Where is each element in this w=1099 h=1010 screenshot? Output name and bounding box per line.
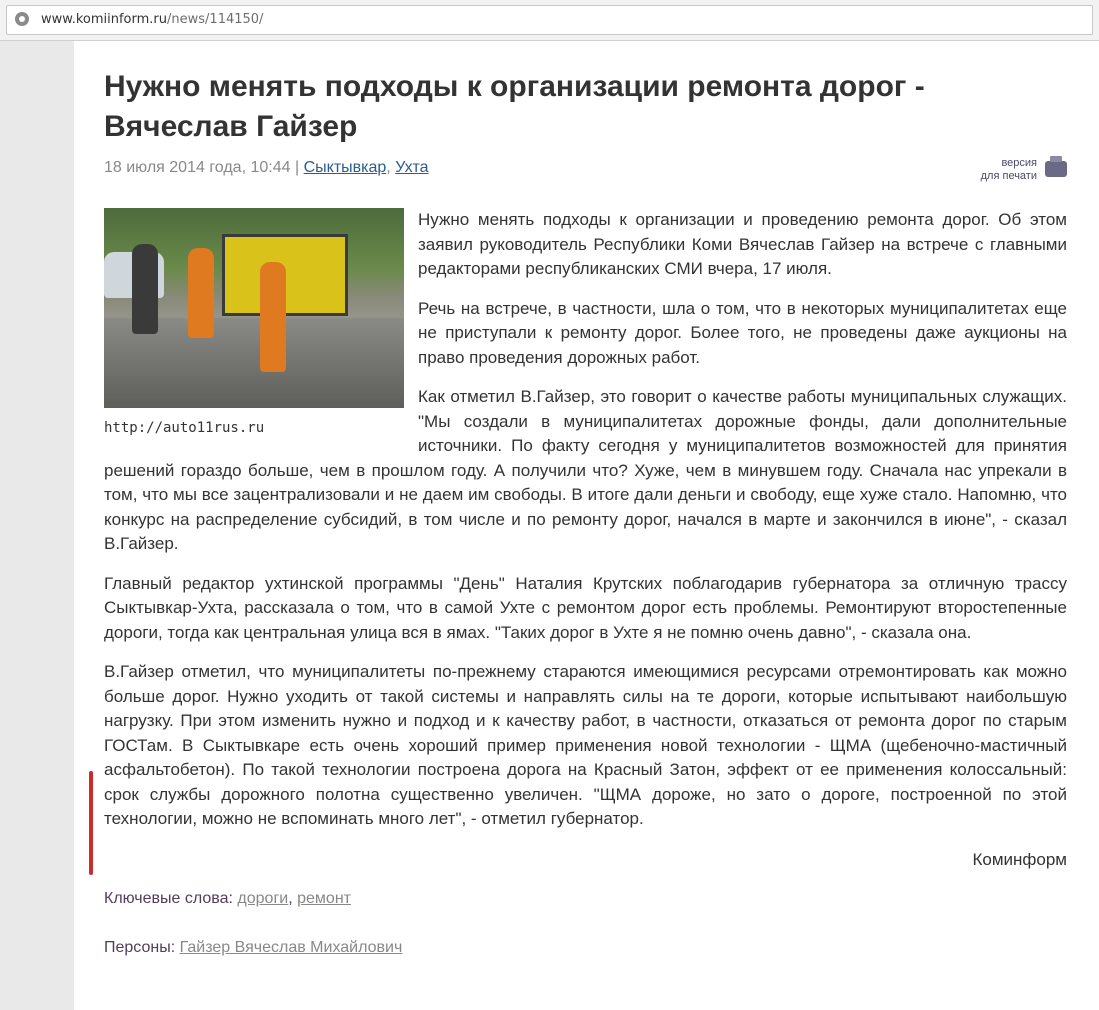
keywords-row: Ключевые слова: дороги, ремонт [104,889,351,907]
article-date: 18 июля 2014 года, 10:44 [104,159,291,176]
photo-caption: http://auto11rus.ru [104,420,265,436]
road-repair-photo [104,208,404,408]
url-field[interactable] [6,5,1093,35]
persons-row [104,939,1067,957]
url-host: www.komiinform.ru [41,12,168,27]
keywords-label: Ключевые слова: [104,889,233,907]
article-paragraph: В.Гайзер отметил, что муниципалитеты по-прежнему стараются имеющимися ресурсами отремонтировать как можно больше дорог. Нужно уходить от такой системы и направлять силы на те дороги, которые испытывают наибольшую нагрузку. При этом изменить нужно и подход и к качеству работ, в частности, отказаться от ремонта дорог по старым ГОСТам. В Сыктывкаре есть очень хороший пример применения новой технологии - ЩМА (щебеночно-мастичный асфальтобетон). По такой технологии построена дорога на Красный Затон, эффект от ее применения колоссальный: срок службы дорожного полотна существенно увеличен. "ЩМА дороже, но зато о дороге, построенной по этой технологии, можно не вспоминать много лет", - отметил губернатор. [104,662,1067,828]
highlight-mark [89,771,93,875]
url-text [41,12,263,27]
article-body [104,208,1067,957]
site-info-icon[interactable] [15,12,29,26]
location-link-ukhta[interactable]: Ухта [395,159,429,176]
article-paragraph: Нужно менять подходы к организации и проведению ремонта дорог. Об этом заявил руководитель Республики Коми Вячеслав Гайзер на встрече с главными редакторами республиканских СМИ вчера, 17 июля. [418,210,1067,278]
person-link-gaizer[interactable]: Гайзер Вячеслав Михайлович [179,938,403,956]
article-page [74,41,1099,1010]
article-paragraph: Как отметил В.Гайзер, это говорит о качестве работы муниципальных служащих. "Мы создали в муниципалитетах дорожные фонды, дали дополнительные источники. По факту сегодня у муниципалитетов возможностей для принятия решений гораздо больше, чем в прошлом году. А получили что? Хуже, чем в минувшем году. Сначала нас упрекали в том, что мы все зацентрализовали и не даем им свободы. В итоге дали деньги и свободу, еще хуже стало. Напомню, что конкурс на распределение субсидий, в том числе и по ремонту дорог, начался в марте и закончился в июне", - сказал В.Гайзер. [104,387,1067,553]
article-paragraph: Главный редактор ухтинской программы "День" Наталия Крутских поблагодарив губернатора за отличную трассу Сыктывкар-Ухта, рассказала о том, что в самой Ухте с ремонтом дорог есть проблемы. Ремонтируют второстепенные дороги, тогда как центральная улица вся в ямах. "Таких дорог в Ухте я не помню очень давно", - сказала она. [104,573,1067,642]
article-paragraph: Речь на встрече, в частности, шла о том, что в некоторых муниципалитетах еще не приступали к ремонту дорог. Более того, не проведены даже аукционы на право проведения дорожных работ. [418,298,1067,367]
article-figure [104,208,404,436]
article-content [104,67,1067,957]
persons-label: Персоны: [104,938,176,956]
url-path: /news/114150/ [167,12,264,27]
article-meta [104,159,1067,199]
print-version-label: версия для печати [980,157,1037,182]
article-signature: Коминформ [972,849,1067,869]
meta-separator: | [294,159,300,176]
printer-icon [1045,161,1067,177]
keyword-link-roads[interactable]: дороги [237,889,289,907]
print-version-button[interactable] [955,155,1067,187]
location-comma: , [386,159,396,176]
browser-address-bar [0,0,1099,41]
keyword-link-repair[interactable]: ремонт [297,889,351,907]
location-link-syktyvkar[interactable]: Сыктывкар [303,159,387,176]
article-title: Нужно менять подходы к организации ремонта дорог - Вячеслав Гайзер [104,70,925,143]
